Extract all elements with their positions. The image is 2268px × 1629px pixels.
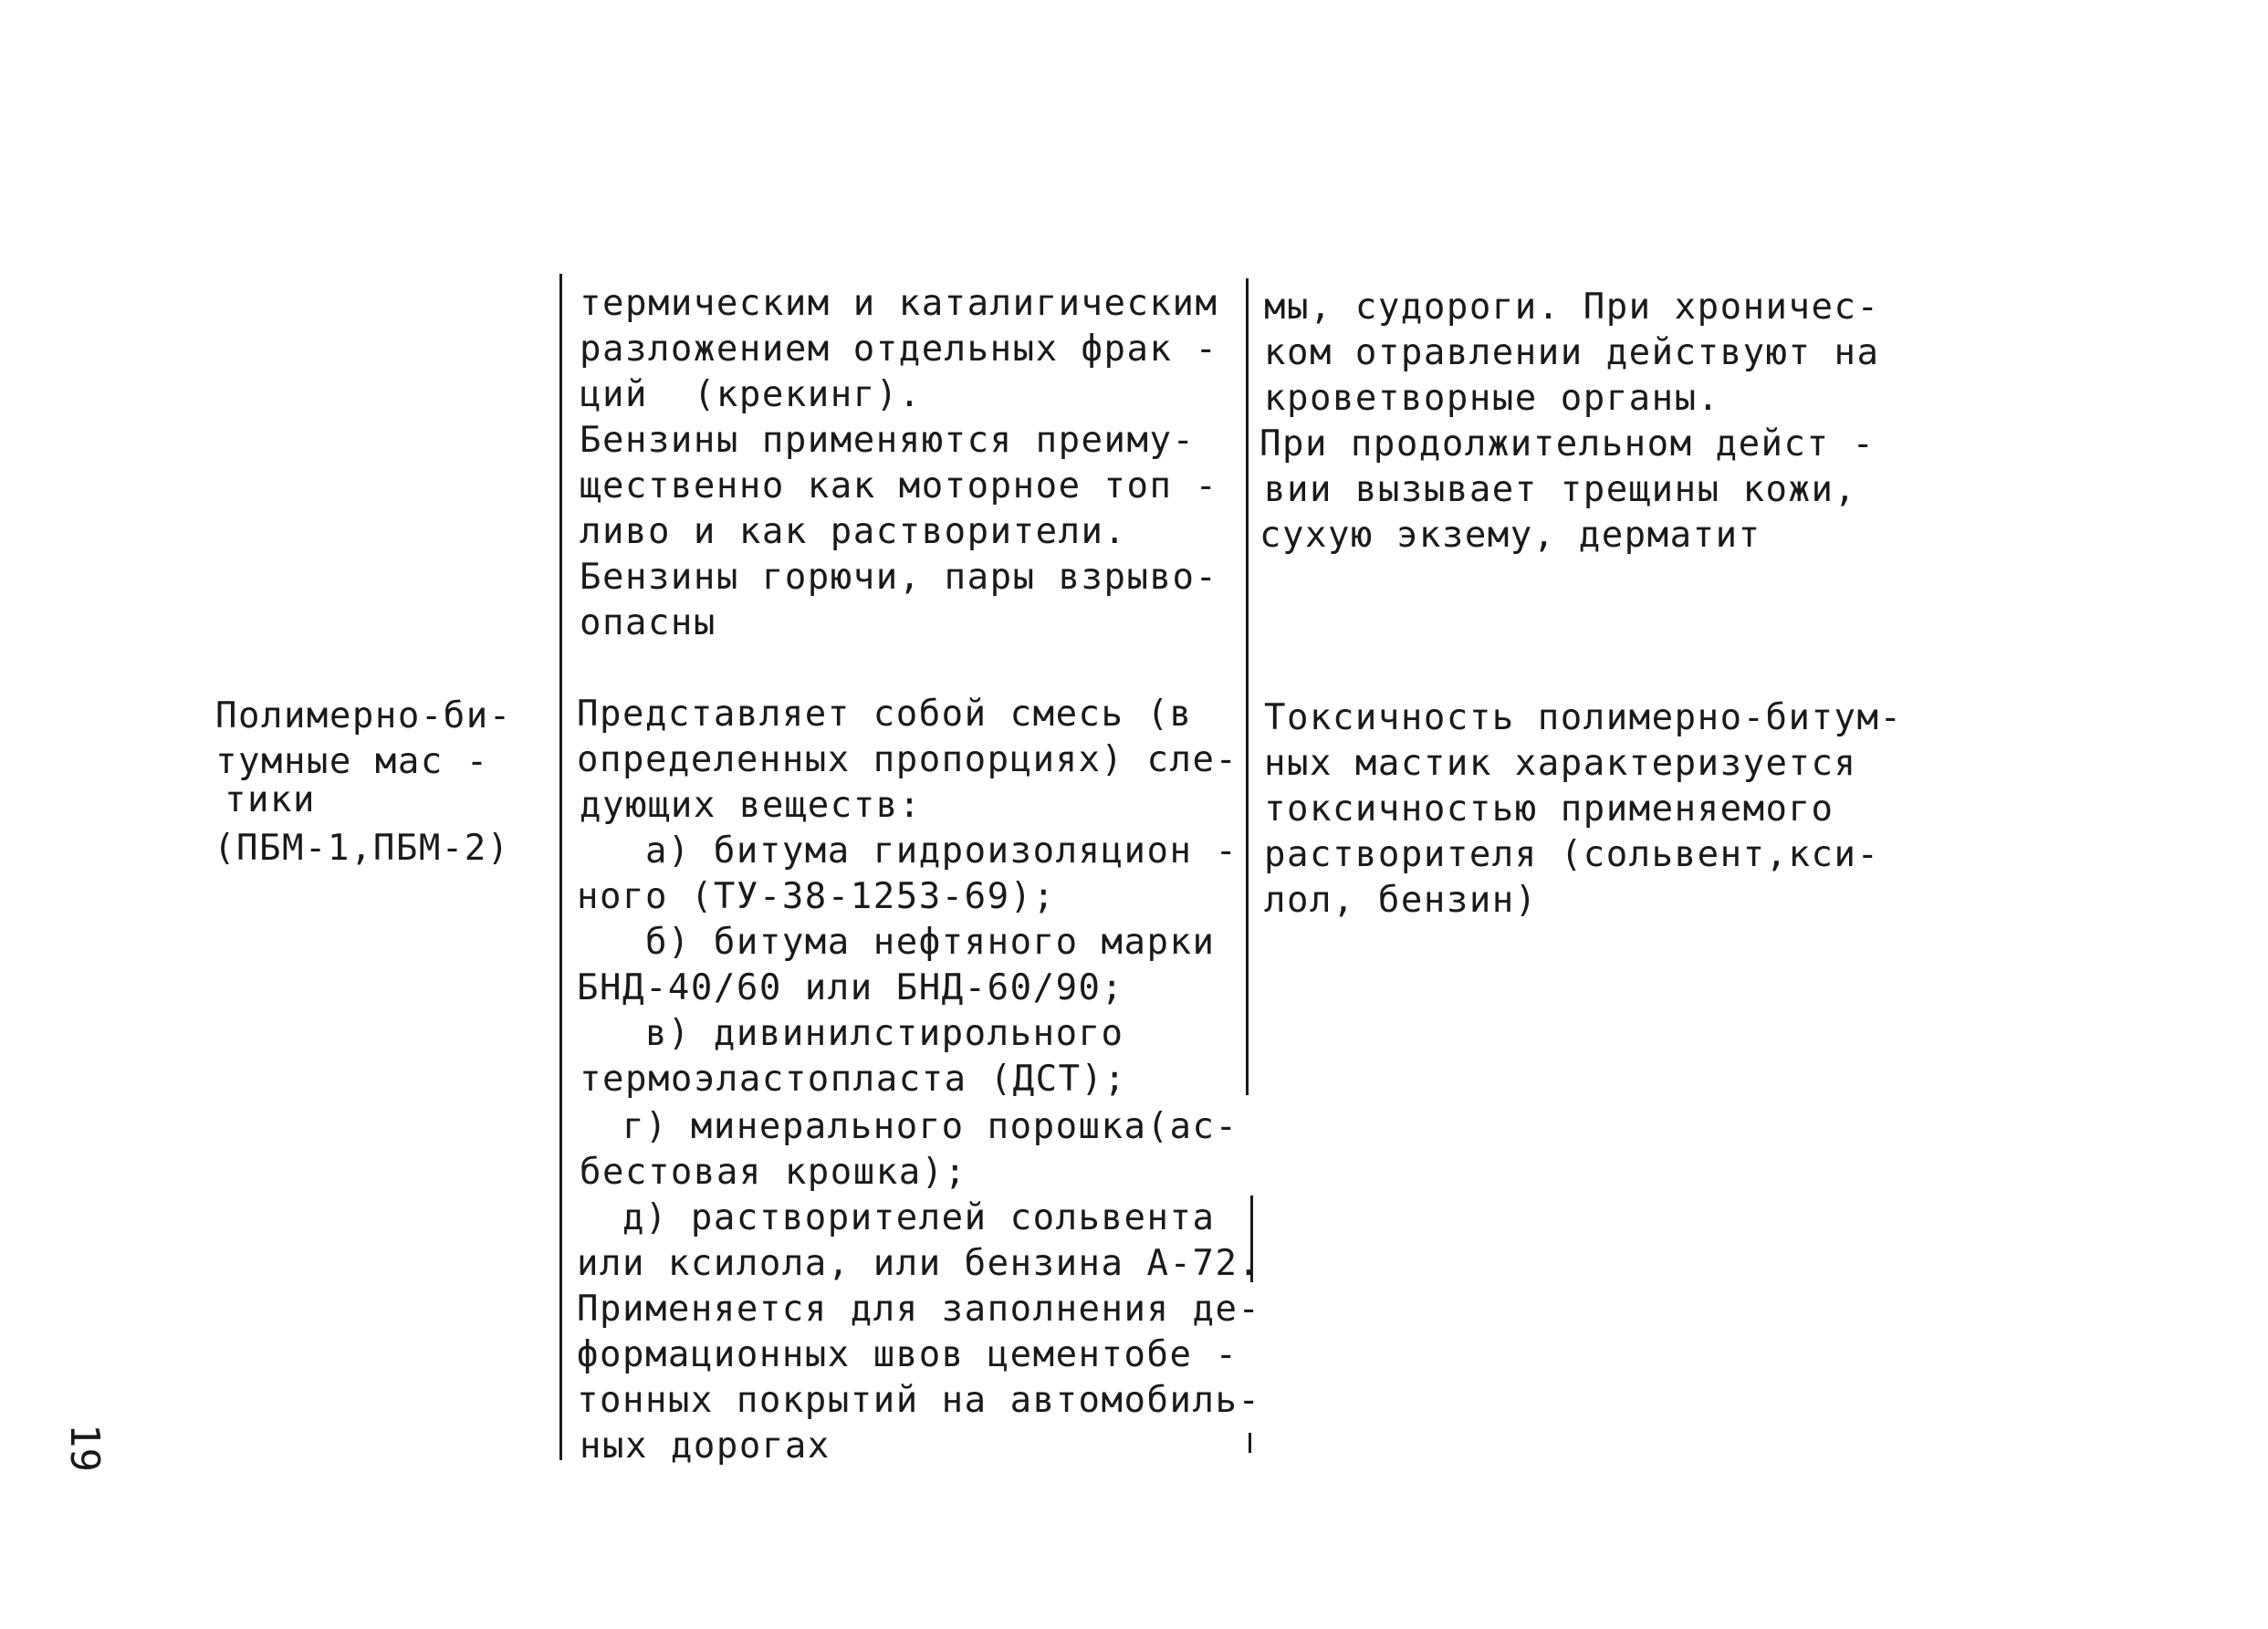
toxicity-line: ных мастик характеризуется	[1264, 743, 1857, 784]
description-line: определенных пропорциях) сле-	[577, 739, 1239, 780]
description-line: Бензины применяются преиму-	[580, 420, 1196, 461]
description-line: БНД-40/60 или БНД-60/90;	[577, 967, 1124, 1008]
description-line: или ксилола, или бензина А-72.	[577, 1243, 1261, 1284]
toxicity-line: При продолжительном дейст -	[1259, 423, 1876, 465]
description-line: дующих веществ:	[580, 785, 922, 826]
toxicity-line: сухую экзему, дерматит	[1259, 515, 1761, 556]
description-line: Представляет собой смесь (в	[577, 694, 1193, 735]
description-line: Применяется для заполнения де-	[577, 1289, 1261, 1330]
toxicity-line: кроветворные органы.	[1264, 378, 1720, 419]
description-line: формационных швов цементобе -	[577, 1334, 1239, 1375]
substance-name-line: тики	[225, 779, 316, 820]
description-line: ного (ТУ-38-1253-69);	[577, 876, 1056, 917]
description-line: тонных покрытий на автомобиль-	[577, 1380, 1261, 1421]
description-line: а) битума гидроизоляцион -	[577, 830, 1239, 872]
column-divider-right-tick	[1249, 1433, 1251, 1453]
toxicity-line: лол, бензин)	[1264, 880, 1538, 921]
toxicity-line: Токсичность полимерно-битум-	[1264, 697, 1903, 738]
description-line: г) минерального порошка(ас-	[577, 1106, 1239, 1147]
description-line: ций (крекинг).	[580, 374, 922, 415]
description-line: д) растворителей сольвента	[577, 1197, 1216, 1238]
toxicity-line: мы, судороги. При хроничес-	[1264, 287, 1880, 328]
description-line: б) битума нефтяного марки	[577, 922, 1216, 963]
substance-name-line: (ПБМ-1,ПБМ-2)	[214, 828, 510, 869]
substance-name-line: Полимерно-би-	[215, 695, 512, 736]
column-divider-right-upper	[1246, 278, 1249, 1095]
description-line: бестовая крошка);	[580, 1152, 967, 1193]
description-line: термическим и каталигическим	[580, 283, 1218, 324]
toxicity-line: токсичностью применяемого	[1264, 788, 1834, 830]
description-line: термоэластопласта (ДСТ);	[580, 1059, 1127, 1100]
description-line: щественно как моторное топ -	[580, 465, 1218, 506]
description-line: Бензины горючи, пары взрыво-	[580, 557, 1218, 598]
page-number: 19	[61, 1424, 108, 1472]
description-line: разложением отдельных фрак -	[580, 329, 1218, 370]
column-divider-left	[559, 274, 562, 1460]
description-line: ных дорогах	[580, 1425, 831, 1467]
description-line: ливо и как растворители.	[580, 511, 1127, 552]
toxicity-line: растворителя (сольвент,кси-	[1264, 834, 1880, 875]
description-line: опасны	[580, 602, 716, 643]
description-line: в) дивинилстирольного	[577, 1013, 1124, 1054]
toxicity-line: вии вызывает трещины кожи,	[1264, 469, 1857, 510]
toxicity-line: ком отравлении действуют на	[1264, 332, 1880, 373]
substance-name-line: тумные мас -	[215, 741, 489, 782]
